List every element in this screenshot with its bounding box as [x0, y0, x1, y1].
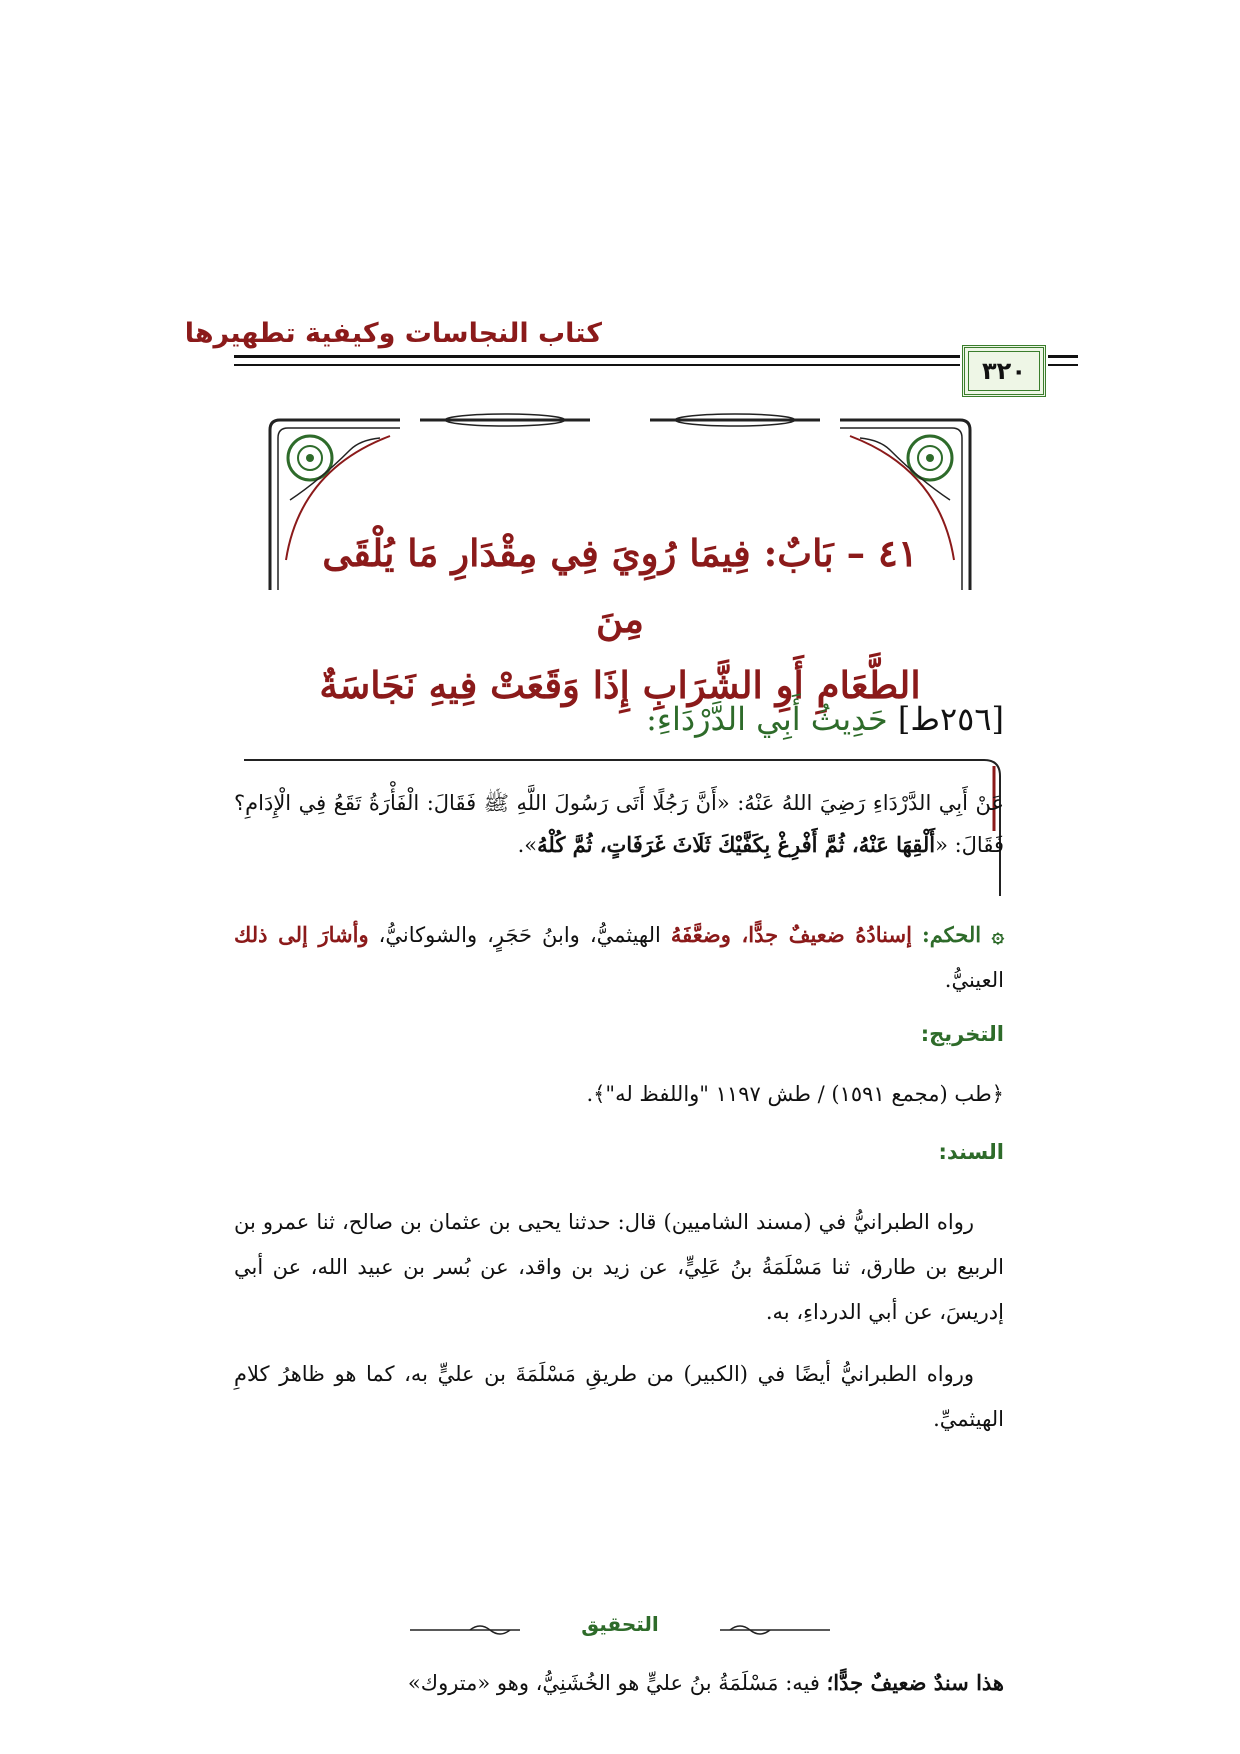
- top-ornament-dashes: [420, 414, 820, 426]
- sanad-paragraph-2: ورواه الطبرانيُّ أيضًا في (الكبير) من طريقِ مَسْلَمَةَ بن عليٍّ به، كما هو ظاهرُ كلامِ الهيثميِّ.: [234, 1362, 1004, 1431]
- ruling-bold: إسنادُهُ ضعيفٌ جدًّا، وضعَّفَهُ: [670, 922, 912, 947]
- hadith-title: حَدِيثُ أَبِي الدَّرْدَاءِ:: [646, 700, 888, 738]
- sanad-label: السند:: [938, 1140, 1004, 1164]
- chapter-title-line-2: الطَّعَامِ أَوِ الشَّرَابِ إِذَا وَقَعَتْ فِيهِ نَجَاسَةٌ: [319, 663, 921, 707]
- tahqiq-paragraph: [234, 1660, 1004, 1706]
- hadith-text-prophet-saying: أَلْقِهَا عَنْهُ، ثُمَّ أَفْرِغْ بِكَفَّيْكَ ثَلَاثَ غَرَفَاتٍ، ثُمَّ كُلْهُ: [537, 832, 936, 857]
- hadith-text: [234, 782, 1004, 866]
- hadith-text-intro: عَنْ أَبِي الدَّرْدَاءِ رَضِيَ اللهُ عَنْهُ: «أَنَّ رَجُلًا أَتَى رَسُولَ اللَّهِ ﷺ فَقَالَ: الْفَأْرَةُ تَقَعُ فِي الْإِدَامِ؟ فَقَالَ: «: [234, 791, 1004, 857]
- hadith-number: [٢٥٦ط]: [897, 700, 1004, 738]
- page-number-box: [962, 345, 1046, 397]
- header-rule-bottom: [234, 364, 960, 366]
- tahqiq-text: فيه: مَسْلَمَةُ بنُ عليٍّ هو الخُشَنِيُّ، وهو «متروك»: [407, 1671, 827, 1695]
- running-title: كتاب النجاسات وكيفية تطهيرها: [184, 318, 602, 349]
- chapter-title-line-1: ٤١ – بَابٌ: فِيمَا رُوِيَ فِي مِقْدَارِ مَا يُلْقَى مِنَ: [322, 531, 918, 641]
- ruling-paragraph: [234, 912, 1004, 1003]
- header-rule-right-top: [1048, 355, 1078, 358]
- ruling-label: ۞ الحكم:: [921, 922, 1005, 947]
- tahqiq-label: التحقيق: [520, 1612, 720, 1636]
- sanad-paragraph-1: رواه الطبرانيُّ في (مسند الشاميين) قال: حدثنا يحيى بن عثمان بن صالح، ثنا عمرو بن الربيع بن طارق، ثنا مَسْلَمَةُ بنُ عَلِيٍّ، عن زيد بن واقد، عن بُسر بن عبيد الله، عن أبي إدريسَ، عن أبي الدرداءِ، به.: [234, 1210, 1004, 1324]
- hadith-heading: [404, 700, 1004, 738]
- ruling-text: الهيثميُّ، وابنُ حَجَرٍ، والشوكانيُّ،: [378, 923, 671, 947]
- takhrij-text: ﴿طب (مجمع ١٥٩١) / طش ١١٩٧ "واللفظ له"﴾.: [586, 1082, 1004, 1106]
- hadith-text-end: ».: [517, 833, 538, 857]
- header-rule-right-bottom: [1048, 364, 1078, 366]
- ruling-text-2: العينيُّ.: [944, 968, 1004, 992]
- takhrij-label: التخريج:: [920, 1022, 1004, 1046]
- page-number: ٣٢٠: [968, 351, 1040, 391]
- tahqiq-bold: هذا سندٌ ضعيفٌ جدًّا؛: [826, 1670, 1004, 1695]
- chapter-title: [300, 520, 940, 718]
- ruling-bold-2: وأشارَ إلى ذلك: [234, 922, 369, 947]
- header-rule-top: [234, 355, 960, 358]
